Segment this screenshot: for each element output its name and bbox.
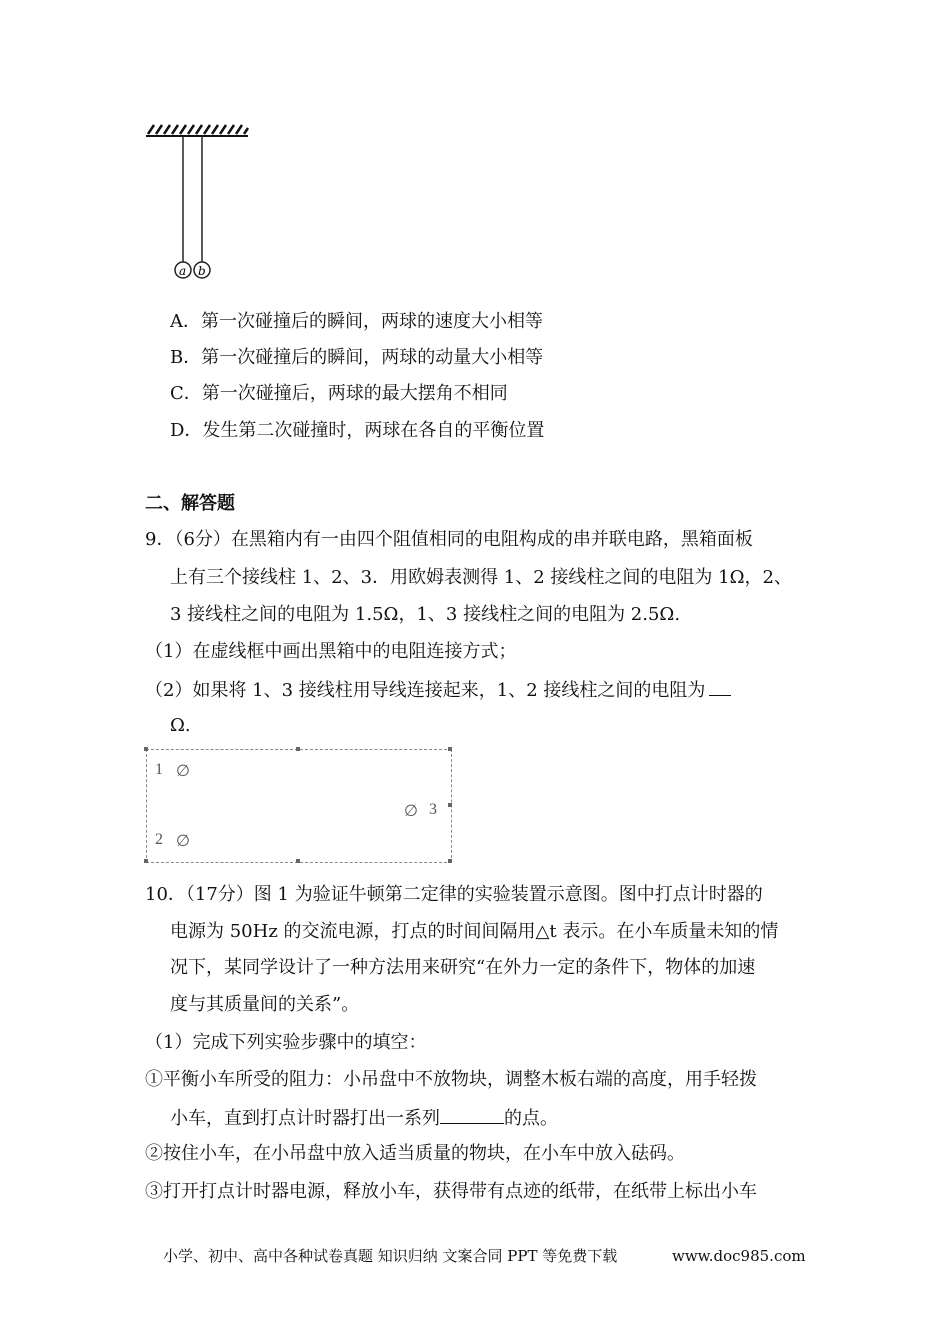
q9-part2	[145, 677, 731, 703]
q10-line1: 10．（17分）图 1 为验证牛顿第二定律的实验装置示意图。图中打点计时器的	[145, 884, 763, 905]
frame-handle	[296, 859, 300, 863]
ball-a-label: a	[179, 264, 187, 278]
footer-url: www.doc985.com	[672, 1247, 806, 1265]
terminal-1-symbol: ∅	[176, 763, 190, 780]
ceiling-hatch	[146, 125, 248, 136]
q10-step2: ②按住小车，在小吊盘中放入适当质量的物块，在小车中放入砝码。	[145, 1143, 685, 1164]
q10-step1-b-pre: 小车，直到打点计时器打出一系列	[170, 1108, 440, 1129]
frame-handle	[144, 747, 148, 751]
q9-answer-blank	[709, 677, 731, 696]
section-title: 二、解答题	[145, 493, 235, 514]
frame-handle	[296, 747, 300, 751]
q9-line2: 上有三个接线柱 1、2、3．用欧姆表测得 1、2 接线柱之间的电阻为 1Ω，2、	[170, 567, 792, 588]
q9-part2-unit: Ω.	[170, 715, 191, 736]
q10-step1-a: ①平衡小车所受的阻力：小吊盘中不放物块，调整木板右端的高度，用手轻拨	[145, 1069, 757, 1090]
q10-step1-b	[170, 1105, 558, 1131]
q10-step1-blank	[440, 1105, 504, 1124]
option-d: D．发生第二次碰撞时，两球在各自的平衡位置	[170, 420, 545, 441]
q10-line3: 况下，某同学设计了一种方法用来研究“在外力一定的条件下，物体的加速	[170, 957, 756, 978]
q10-step1-b-post: 的点。	[504, 1108, 558, 1129]
q9-line1: 9．（6分）在黑箱内有一由四个阻值相同的电阻构成的串并联电路，黑箱面板	[145, 529, 753, 550]
terminal-2-symbol: ∅	[176, 833, 190, 850]
q10-line4: 度与其质量间的关系”。	[170, 994, 360, 1015]
frame-handle	[448, 859, 452, 863]
option-b: B．第一次碰撞后的瞬间，两球的动量大小相等	[170, 347, 544, 368]
q9-line3: 3 接线柱之间的电阻为 1.5Ω，1、3 接线柱之间的电阻为 2.5Ω.	[170, 604, 681, 625]
q9-part1: （1）在虚线框中画出黑箱中的电阻连接方式；	[145, 641, 517, 662]
footer-text: 小学、初中、高中各种试卷真题 知识归纳 文案合同 PPT 等免费下载	[163, 1247, 618, 1265]
option-c: C．第一次碰撞后，两球的最大摆角不相同	[170, 383, 508, 404]
q10-part1: （1）完成下列实验步骤中的填空：	[145, 1032, 427, 1053]
terminal-2-label: 2	[155, 831, 163, 848]
terminal-3-label: 3	[429, 801, 437, 818]
option-a: A．第一次碰撞后的瞬间，两球的速度大小相等	[170, 311, 543, 332]
q9-part2-text: （2）如果将 1、3 接线柱用导线连接起来，1、2 接线柱之间的电阻为	[145, 680, 706, 701]
terminal-3-symbol: ∅	[404, 803, 418, 820]
frame-handle	[448, 747, 452, 751]
terminal-1-label: 1	[155, 761, 163, 778]
frame-handle	[448, 803, 452, 807]
q10-line2: 电源为 50Hz 的交流电源，打点的时间间隔用△t 表示。在小车质量未知的情	[170, 921, 779, 942]
frame-handle	[144, 859, 148, 863]
q10-step3: ③打开打点计时器电源，释放小车，获得带有点迹的纸带，在纸带上标出小车	[145, 1181, 757, 1202]
ball-b-label: b	[198, 264, 206, 278]
pendulum-figure	[140, 120, 260, 290]
